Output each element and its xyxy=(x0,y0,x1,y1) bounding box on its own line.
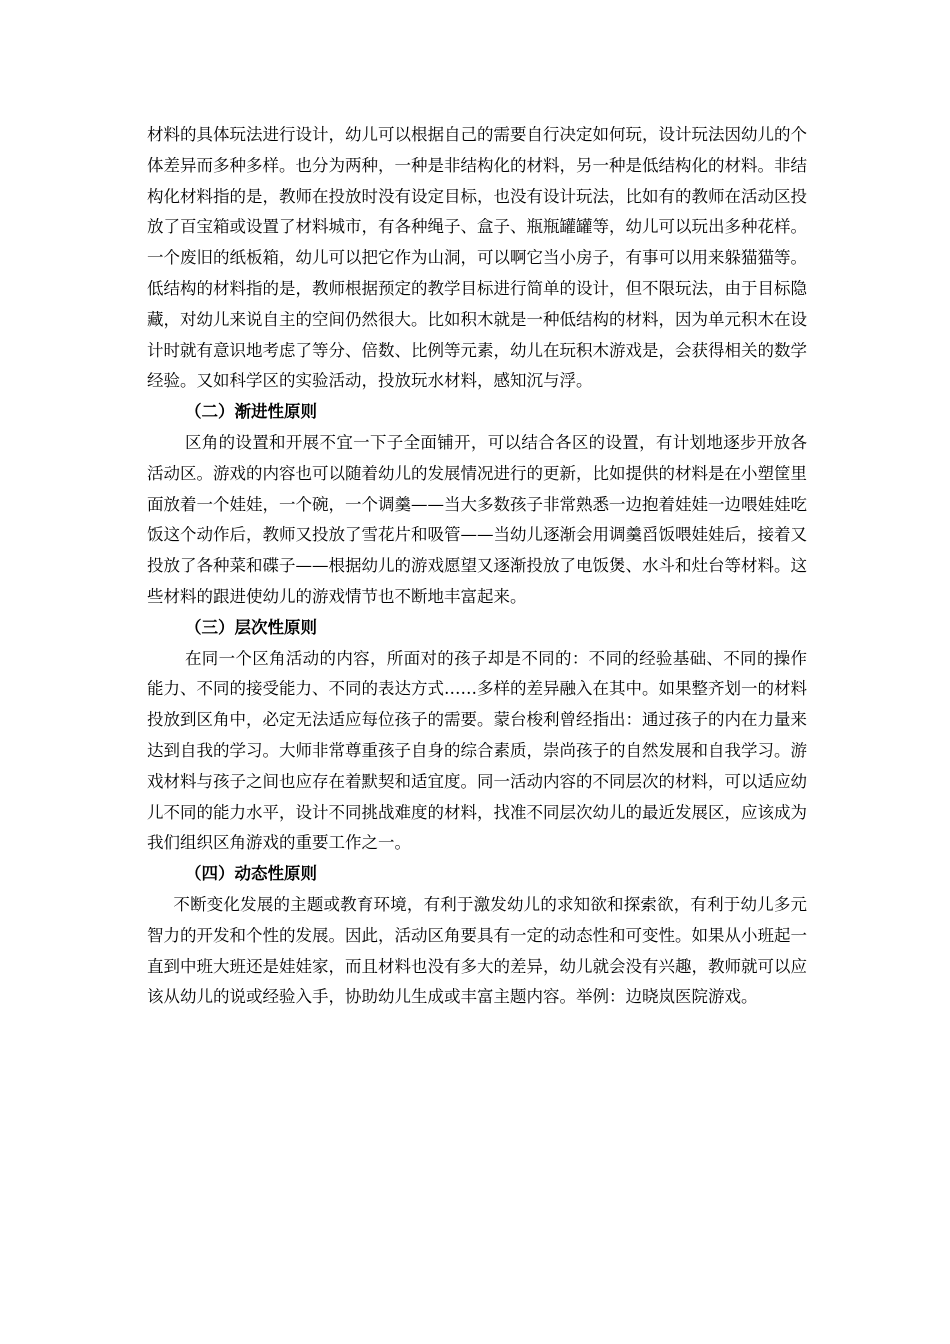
body-paragraph: 区角的设置和开展不宜一下子全面铺开，可以结合各区的设置，有计划地逐步开放各活动区。游戏的内容也可以随着幼儿的发展情况进行的更新，比如提供的材料是在小塑筐里面放着一个娃娃，一个碗，一个调羹——当大多数孩子非常熟悉一边抱着娃娃一边喂娃娃吃饭这个动作后，教师又投放了雪花片和吸管——当幼儿逐渐会用调羹舀饭喂娃娃后，接着又投放了各种菜和碟子——根据幼儿的游戏愿望又逐渐投放了电饭煲、水斗和灶台等材料。这些材料的跟进使幼儿的游戏情节也不断地丰富起来。 xyxy=(147,432,807,606)
section-heading: （四）动态性原则 xyxy=(185,864,317,884)
document-page xyxy=(147,120,807,1013)
body-paragraph: 材料的具体玩法进行设计，幼儿可以根据自己的需要自行决定如何玩，设计玩法因幼儿的个体差异而多种多样。也分为两种，一种是非结构化的材料，另一种是低结构化的材料。非结构化材料指的是，教师在投放时没有设定目标，也没有设计玩法，比如有的教师在活动区投放了百宝箱或设置了材料城市，有各种绳子、盒子、瓶瓶罐罐等，幼儿可以玩出多种花样。一个废旧的纸板箱，幼儿可以把它作为山洞，可以啊它当小房子，有事可以用来躲猫猫等。低结构的材料指的是，教师根据预定的教学目标进行简单的设计，但不限玩法，由于目标隐藏，对幼儿来说自主的空间仍然很大。比如积木就是一种低结构的材料，因为单元积木在设计时就有意识地考虑了等分、倍数、比例等元素，幼儿在玩积木游戏是，会获得相关的数学经验。又如科学区的实验活动，投放玩水材料，感知沉与浮。 xyxy=(147,125,807,391)
section-heading: （二）渐进性原则 xyxy=(185,402,317,422)
section-heading: （三）层次性原则 xyxy=(185,617,317,637)
body-paragraph: 在同一个区角活动的内容，所面对的孩子却是不同的：不同的经验基础、不同的操作能力、不同的接受能力、不同的表达方式……多样的差异融入在其中。如果整齐划一的材料投放到区角中，必定无法适应每位孩子的需要。蒙台梭利曾经指出：通过孩子的内在力量来达到自我的学习。大师非常尊重孩子自身的综合素质，崇尚孩子的自然发展和自我学习。游戏材料与孩子之间也应存在着默契和适宜度。同一活动内容的不同层次的材料，可以适应幼儿不同的能力水平，设计不同挑战难度的材料，找准不同层次幼儿的最近发展区，应该成为我们组织区角游戏的重要工作之一。 xyxy=(147,648,807,853)
body-paragraph: 不断变化发展的主题或教育环境，有利于激发幼儿的求知欲和探索欲，有利于幼儿多元智力的开发和个性的发展。因此，活动区角要具有一定的动态性和可变性。如果从小班起一直到中班大班还是娃娃家，而且材料也没有多大的差异，幼儿就会没有兴趣，教师就可以应该从幼儿的说或经验入手，协助幼儿生成或丰富主题内容。举例：边晓岚医院游戏。 xyxy=(147,894,807,1007)
